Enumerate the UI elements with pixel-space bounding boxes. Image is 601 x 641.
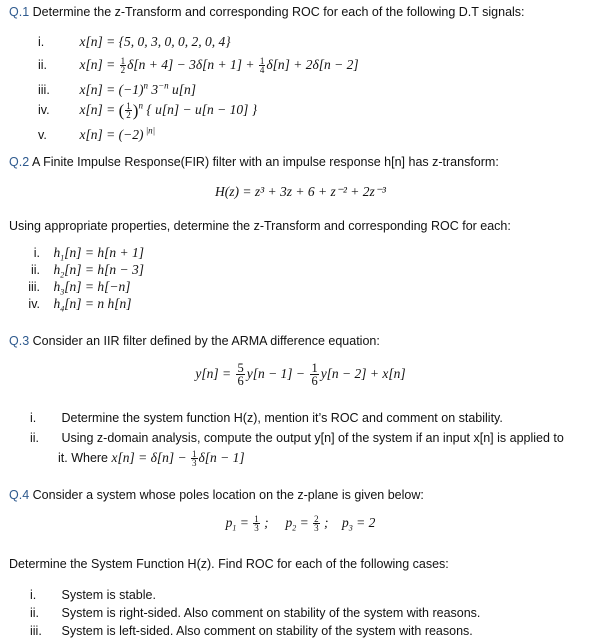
q1-item-2-expr: x[n] = $\frac{1}{2}$ δ[n + 4] − 3δ[n + 1] + $\frac{1}{4}$ δ[n] + 2δ[n − 2] [79, 56, 359, 76]
q3-heading [9, 334, 380, 348]
q1-item-4-expr: x[n] = ( $\frac{1}{2}$ )$^n$ { u[n] − u[n − 10] } [79, 100, 258, 120]
q4-item-3-label: iii. [30, 624, 42, 638]
q2-item-1-expr: $h_1[n] = h[n + 1]$ [53, 245, 144, 263]
q1-item-2 [38, 57, 359, 74]
q1-item-2-label: ii. [38, 58, 48, 72]
q4-item-3-text: System is left-sided. Also comment on stability of the system with reasons. [61, 624, 473, 638]
q2-item-4-label: iv. [28, 297, 40, 311]
q1-item-3-label: iii. [38, 82, 50, 97]
q4-number: Q.4 [9, 488, 30, 502]
q1-item-1-label: i. [38, 35, 45, 49]
q3-item-2 [30, 431, 564, 445]
q4-instruction: Determine the System Function H(z). Find ROC for each of the following cases: [9, 557, 449, 571]
q3-equation [0, 362, 601, 387]
q2-instruction: Using appropriate properties, determine the z-Transform and corresponding ROC for each: [9, 219, 511, 233]
q3-item-2-text: Using z-domain analysis, compute the output y[n] of the system if an input x[n] is applied to [61, 431, 564, 445]
q2-item-3-label: iii. [28, 280, 40, 294]
q2-equation [0, 184, 601, 200]
q2-item-4 [22, 296, 131, 314]
q2-item-2 [22, 262, 144, 280]
q4-item-2 [30, 606, 480, 620]
q2-item-4-expr: $h_4[n] = n$ h[n] [53, 296, 132, 314]
q2-item-3-expr: $h_3[n] = h[-n]$ [53, 279, 131, 297]
q3-number: Q.3 [9, 334, 30, 348]
q2-item-1-label: i. [33, 246, 40, 260]
q2-number: Q.2 [9, 155, 30, 169]
q4-heading [9, 488, 424, 502]
q3-item-2-label: ii. [30, 431, 40, 445]
q1-item-5-label: v. [38, 127, 47, 142]
q1-item-5-expr: x[n] = (−2) $^{|n|}$ [79, 125, 156, 142]
q2-item-3 [22, 279, 130, 297]
q4-item-2-text: System is right-sided. Also comment on stability of the system with reasons. [61, 606, 481, 620]
q1-item-1 [38, 34, 231, 50]
q3-item-1 [30, 411, 503, 425]
q4-item-2-label: ii. [30, 606, 40, 620]
q4-item-1-label: i. [30, 588, 37, 602]
q4-poles-text: $p_1$ = $\frac{1}{3}$ ; $p_2$ = $\frac{2}{3}$ ; $p_3 = 2$ [225, 514, 376, 534]
q3-item-1-label: i. [30, 411, 37, 425]
q1-item-3 [38, 80, 196, 98]
q4-poles [0, 515, 601, 533]
q2-item-2-label: ii. [30, 263, 40, 277]
q1-text: Determine the z-Transform and corresponding ROC for each of the following D.T signals: [32, 5, 525, 19]
q4-item-1-text: System is stable. [61, 588, 156, 602]
q1-item-1-expr: x[n] = {5, 0, 3, 0, 0, 2, 0, 4} [79, 34, 231, 49]
q1-number: Q.1 [9, 5, 30, 19]
q3-item-2-continuation: it. Where x[n] = δ[n] − $\frac{1}{3}$ δ[n − 1] [58, 449, 245, 469]
q1-heading [9, 5, 525, 19]
q2-item-2-expr: $h_2[n] = h[n - 3]$ [53, 262, 144, 280]
q4-item-1 [30, 588, 156, 602]
q3-item-1-text: Determine the system function H(z), mention it’s ROC and comment on stability. [61, 411, 503, 425]
q2-heading [9, 155, 499, 169]
q4-text: Consider a system whose poles location on the z-plane is given below: [32, 488, 424, 502]
q1-item-5 [38, 125, 155, 143]
q2-text: A Finite Impulse Response(FIR) filter with an impulse response h[n] has z-transform: [31, 155, 499, 169]
q4-item-3 [30, 624, 473, 638]
q3-text: Consider an IIR filter defined by the ARMA difference equation: [32, 334, 380, 348]
q2-equation-text: H(z) = z³ + 3z + 6 + z⁻² + 2z⁻³ [215, 184, 386, 199]
q1-item-4-label: iv. [38, 102, 50, 117]
q3-equation-text: y[n] = $\frac{5}{6}$ y[n − 1] − $\frac{1}{6}$ y[n − 2] + x[n] [195, 361, 406, 388]
q1-item-4 [38, 100, 257, 121]
q2-item-1 [22, 245, 144, 263]
q1-item-3-expr: $x[n] = (-1)^n$ $3^{-n}$ u[n] [79, 80, 197, 97]
